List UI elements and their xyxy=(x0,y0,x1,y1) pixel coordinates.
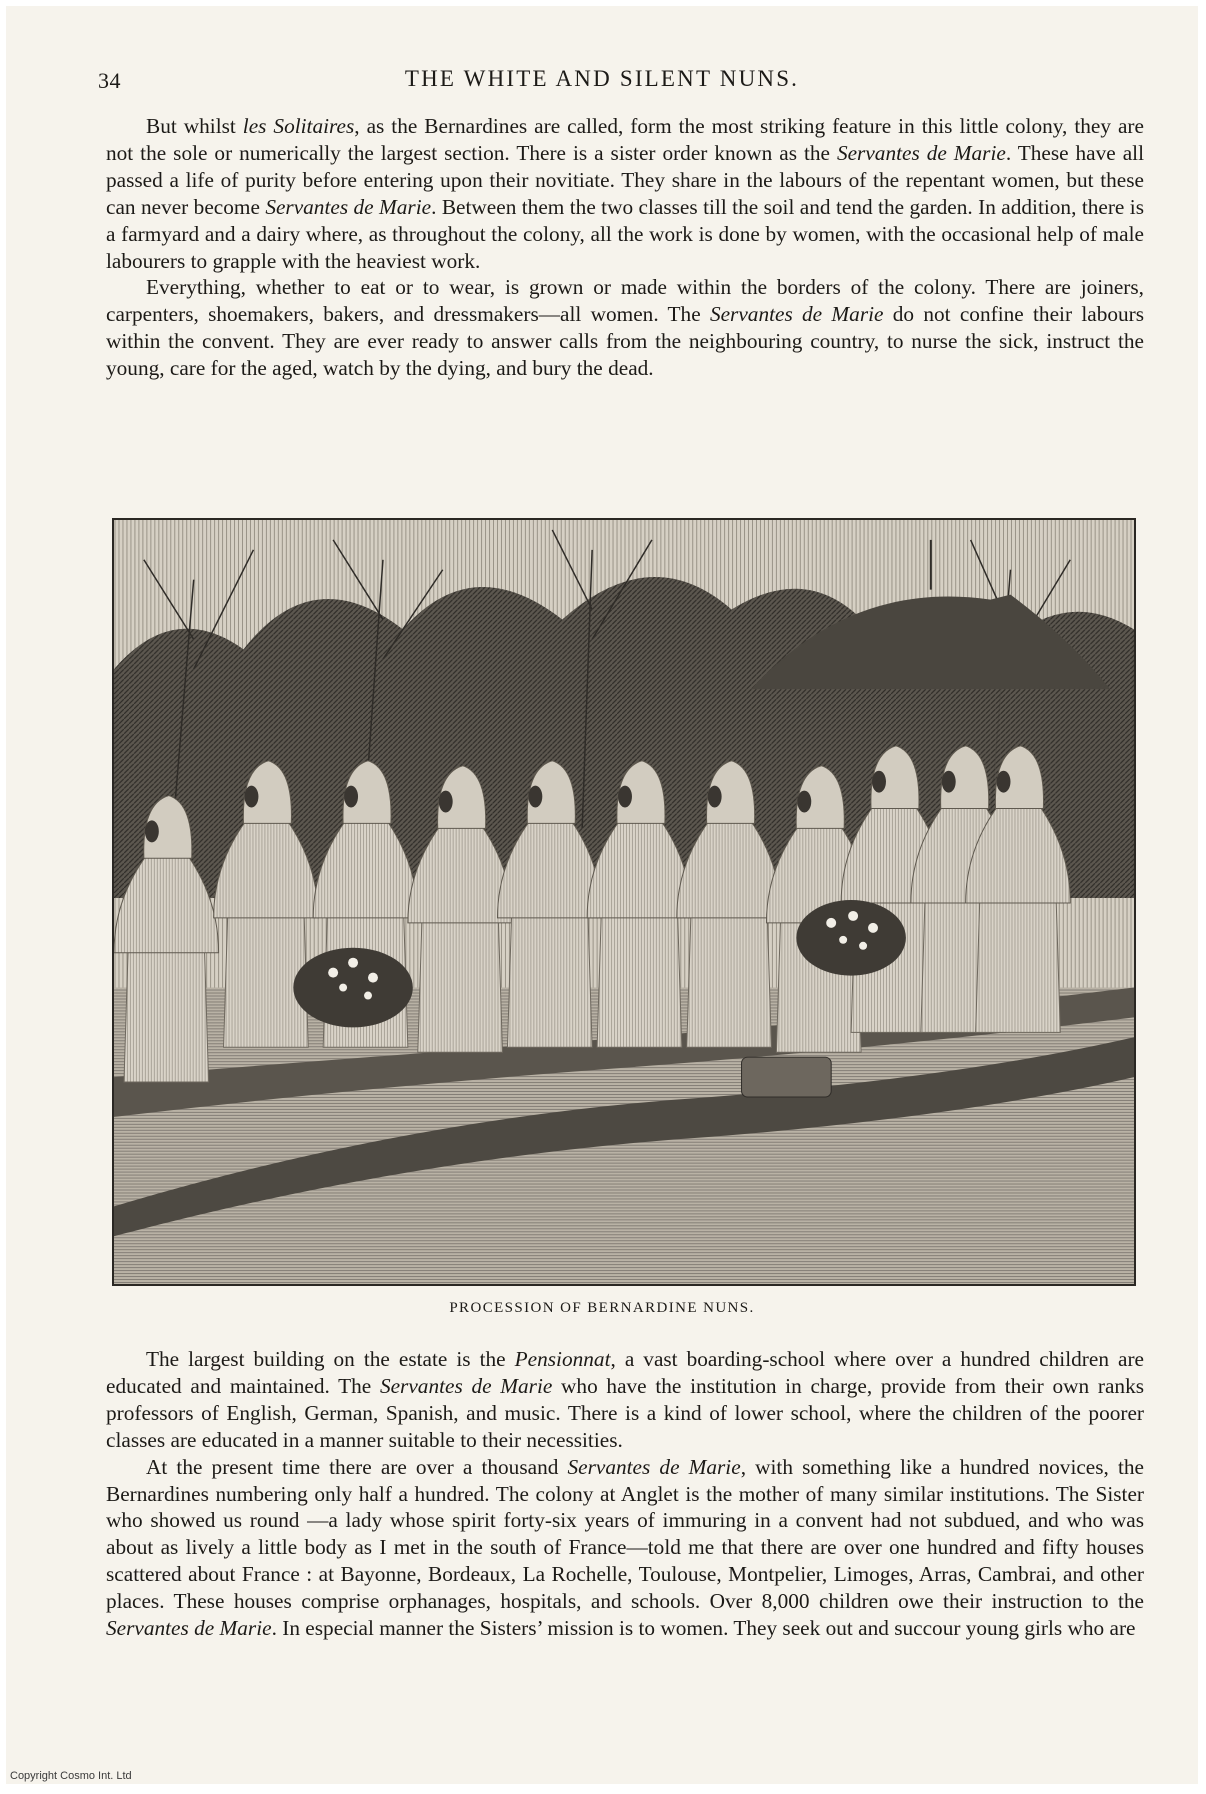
text-run: But whilst xyxy=(146,114,243,138)
text-run: , as the Bernardines are called, form the most striking feature in this little colony, they are not the sole or numerically the largest section. There is a sister order known as the xyxy=(106,114,1144,165)
text-run: , with something like a hundred novices, the Bernardines numbering only half a hundred. The colony at Anglet is the mother of many similar institutions. The Sister who showed us round —a lady whose spirit forty-six years of immuring in a convent had not subdued, and who was about as lively a little body as I met in the south of France—told me that there are over one hundred and fifty houses scattered about France : at Bayonne, Bordeaux, La Rochelle, Toulouse, Montpelier, Limoges, Arras, Cambrai, and other places. These houses comprise orphanages, hospitals, and schools. Over 8,000 children owe their instruction to the xyxy=(106,1454,1145,1614)
text-run: who have the institution in charge, provide from their own ranks professors of English, German, Spanish, and music. There is a kind of lower school, where the children of the poorer classes are educated in a manner suitable to their necessities. xyxy=(106,1373,1144,1452)
italic-term: Pensionnat xyxy=(514,1347,611,1371)
paragraph xyxy=(106,1454,1144,1642)
text-run: . In especial manner the Sisters’ mission is to women. They seek out and succour young girls who are xyxy=(271,1616,1136,1641)
running-title: THE WHITE AND SILENT NUNS. xyxy=(404,66,800,91)
engraving-illustration xyxy=(112,518,1136,1286)
paragraph xyxy=(106,113,1144,274)
copyright-notice: Copyright Cosmo Int. Ltd xyxy=(10,1770,132,1782)
text-run: . Between them the two classes till the soil and tend the garden. In addition, there is a farmyard and a dairy where, as throughout the colony, all the work is done by women, with the occasional help of male labourers to grapple with the heaviest work. xyxy=(106,194,1145,273)
paragraph xyxy=(106,1346,1144,1454)
book-page xyxy=(6,6,1198,1784)
wooden-tub xyxy=(742,1057,832,1097)
text-block-bottom xyxy=(106,1346,1144,1642)
text-run: Everything, whether to eat or to wear, is grown or made within the borders of the colony. There are joiners, carpenters, shoemakers, bakers, and dressmakers—all women. The xyxy=(106,275,1144,327)
italic-term: Servantes de Marie xyxy=(379,1373,553,1398)
text-run: . These have all passed a life of purity before entering upon their novitiate. They share in the labours of the repentant women, but these can never become xyxy=(106,140,1144,219)
text-block-top xyxy=(106,113,1144,382)
text-run: The largest building on the estate is the xyxy=(146,1347,515,1371)
italic-term: Servantes de Marie xyxy=(567,1454,741,1479)
page-number: 34 xyxy=(98,68,121,93)
nuns-procession-engraving xyxy=(114,520,1134,1284)
italic-term: les Solitaires xyxy=(242,114,355,138)
italic-term: Servantes de Marie xyxy=(265,194,432,219)
italic-term: Servantes de Marie xyxy=(709,302,884,327)
italic-term: Servantes de Marie xyxy=(106,1616,272,1641)
italic-term: Servantes de Marie xyxy=(836,140,1006,165)
text-run: do not confine their labours within the convent. They are ever ready to answer calls from the neighbouring country, to nurse the sick, instruct the young, care for the aged, watch by the dying, and bury the dead. xyxy=(106,302,1145,381)
figure-caption: PROCESSION OF BERNARDINE NUNS. xyxy=(449,1300,755,1316)
text-run: At the present time there are over a thousand xyxy=(146,1454,568,1479)
paragraph xyxy=(106,274,1144,382)
text-run: , a vast boarding-school where over a hundred children are educated and maintained. The xyxy=(106,1347,1145,1398)
